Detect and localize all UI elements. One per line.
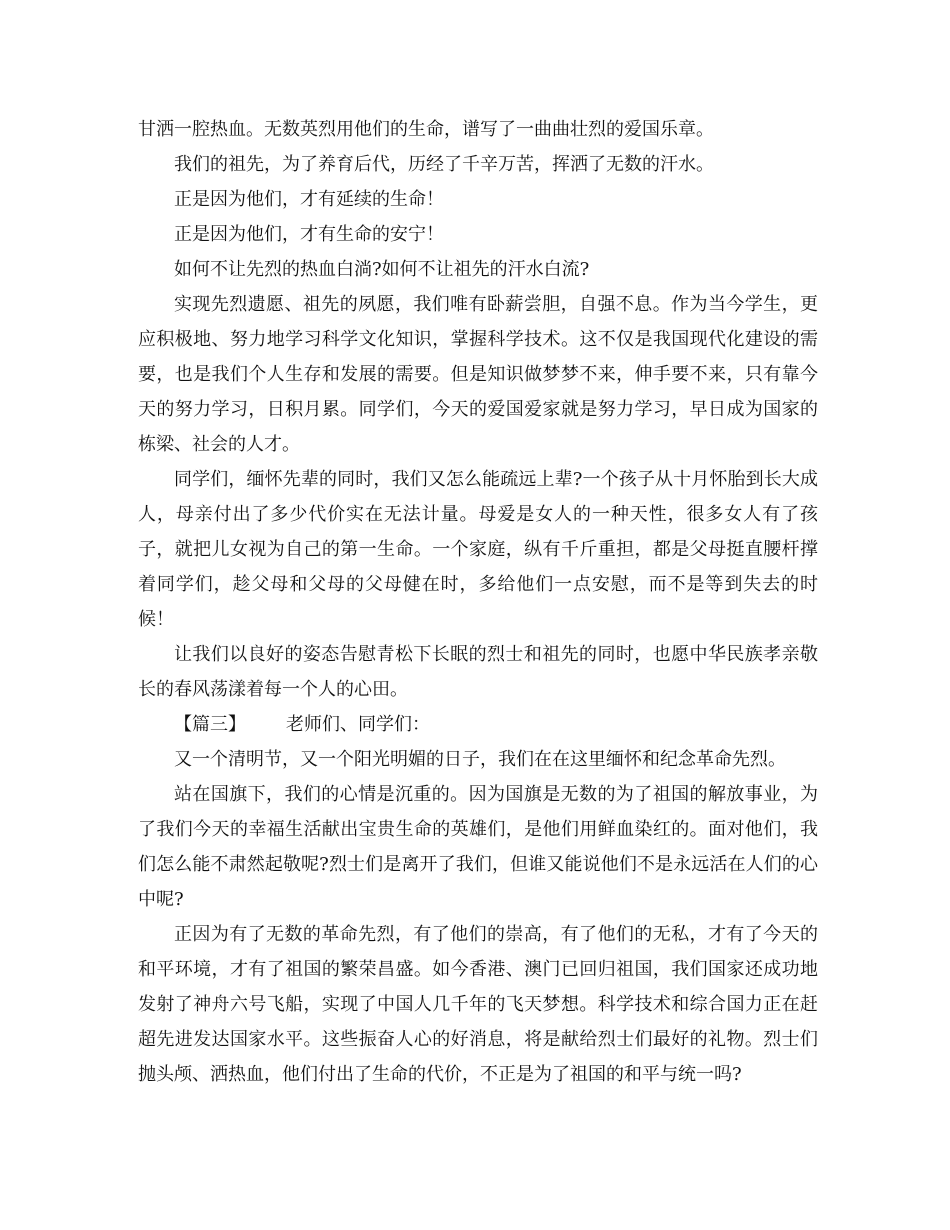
paragraph: 正是因为他们，才有生命的安宁！ [174, 224, 444, 245]
paragraph: 我们的祖先，为了养育后代，历经了千辛万苦，挥洒了无数的汗水。 [174, 154, 714, 175]
paragraph: 站在国旗下，我们的心情是沉重的。因为国旗是无数的为了祖国的解放事业，为了我们今天的幸福生活献出宝贵生命的英雄们，是他们用鲜血染红的。面对他们，我们怎么能不肃然起敬呢?烈士们是离开了我们，但谁又能说他们不是永远活在人们的心中呢? [138, 784, 818, 910]
document-body [138, 112, 818, 1092]
paragraph: 甘洒一腔热血。无数英烈用他们的生命，谱写了一曲曲壮烈的爱国乐章。 [138, 119, 714, 140]
paragraph: 实现先烈遗愿、祖先的夙愿，我们唯有卧薪尝胆，自强不息。作为当今学生，更应积极地、努力地学习科学文化知识，掌握科学技术。这不仅是我国现代化建设的需要，也是我们个人生存和发展的需要。但是知识做梦梦不来，伸手要不来，只有靠今天的努力学习，日积月累。同学们，今天的爱国爱家就是努力学习，早日成为国家的栋梁、社会的人才。 [138, 294, 818, 455]
section-salutation: 老师们、同学们： [286, 714, 430, 735]
paragraph: 让我们以良好的姿态告慰青松下长眠的烈士和祖先的同时，也愿中华民族孝亲敬长的春风荡漾着每一个人的心田。 [138, 644, 818, 700]
paragraph: 又一个清明节，又一个阳光明媚的日子，我们在在这里缅怀和纪念革命先烈。 [174, 749, 786, 770]
paragraph: 正因为有了无数的革命先烈，有了他们的崇高，有了他们的无私，才有了今天的和平环境，才有了祖国的繁荣昌盛。如今香港、澳门已回归祖国，我们国家还成功地发射了神舟六号飞船，实现了中国人几千年的飞天梦想。科学技术和综合国力正在赶超先进发达国家水平。这些振奋人心的好消息，将是献给烈士们最好的礼物。烈士们抛头颅、洒热血，他们付出了生命的代价，不正是为了祖国的和平与统一吗? [138, 924, 818, 1085]
paragraph: 正是因为他们，才有延续的生命！ [174, 189, 444, 210]
section-heading-line [138, 707, 818, 742]
section-heading: 【篇三】 [174, 714, 246, 735]
paragraph: 同学们，缅怀先辈的同时，我们又怎么能疏远上辈?一个孩子从十月怀胎到长大成人，母亲付出了多少代价实在无法计量。母爱是女人的一种天性，很多女人有了孩子，就把儿女视为自己的第一生命。一个家庭，纵有千斤重担，都是父母挺直腰杆撑着同学们，趁父母和父母的父母健在时，多给他们一点安慰，而不是等到失去的时候！ [138, 469, 818, 630]
paragraph: 如何不让先烈的热血白淌?如何不让祖先的汗水白流? [174, 259, 590, 280]
